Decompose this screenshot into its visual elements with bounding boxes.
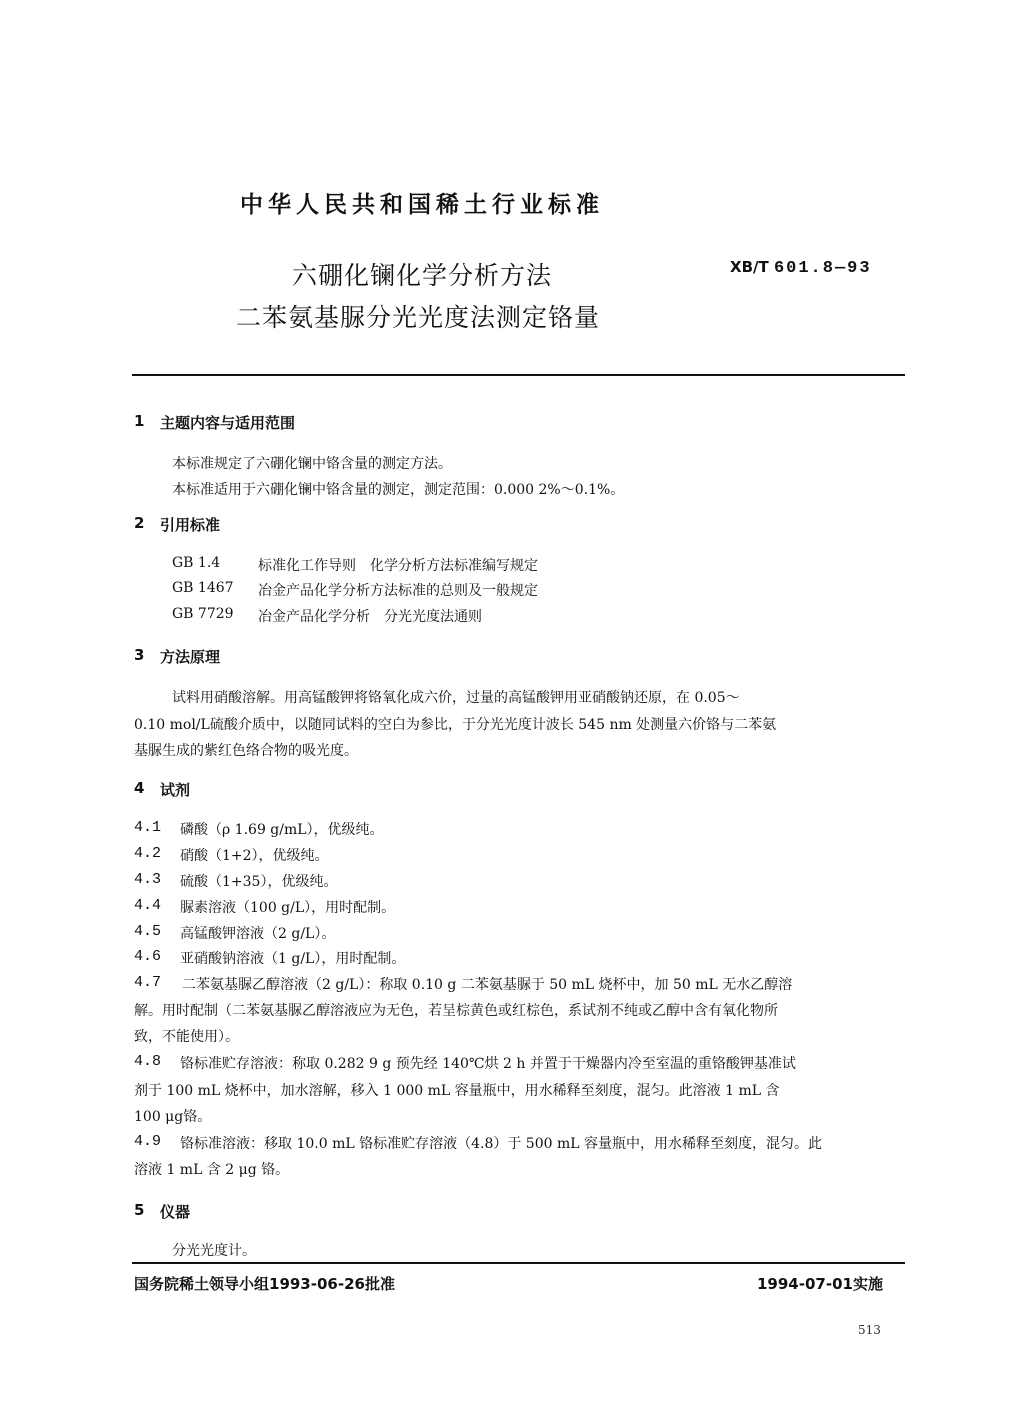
reagent-text: 溶液 1 mL 含 2 μg 铬。	[134, 1162, 290, 1178]
section-5-paragraph: 分光光度计。	[172, 1243, 256, 1259]
standard-code	[730, 258, 872, 278]
reagent-text: 剂于 100 mL 烧杯中，加水溶解，移入 1 000 mL 容量瓶中，用水稀释至刻度，混匀。此溶液 1 mL 含	[134, 1083, 780, 1099]
effective-date: 1994-07-01实施	[757, 1275, 883, 1293]
approval-statement: 国务院稀土领导小组1993-06-26批准	[134, 1275, 395, 1293]
reagent-number: 4.8	[134, 1053, 162, 1070]
reagent-number: 4.9	[134, 1133, 162, 1150]
reagent-number: 4.2	[134, 845, 162, 862]
document-title-line1: 六硼化镧化学分析方法	[292, 261, 553, 290]
reagent-number: 4.7	[134, 974, 162, 991]
bottom-rule	[132, 1262, 905, 1264]
reagent-number: 4.6	[134, 948, 162, 965]
section-4-title: 试剂	[160, 781, 191, 799]
reference-title: 冶金产品化学分析方法标准的总则及一般规定	[258, 583, 538, 599]
standard-code-number: 601.8—93	[773, 259, 872, 278]
reagent-text: 解。用时配制（二苯氨基脲乙醇溶液应为无色，若呈棕黄色或红棕色，系试剂不纯或乙醇中含有氧化物所	[134, 1003, 778, 1019]
reagent-number: 4.1	[134, 819, 162, 836]
section-5-number: 5	[134, 1201, 145, 1219]
reference-code: GB 7729	[172, 606, 234, 622]
document-title-line2: 二苯氨基脲分光光度法测定铬量	[236, 303, 601, 332]
reagent-text: 磷酸（ρ 1.69 g/mL），优级纯。	[180, 822, 384, 838]
reagent-text: 致，不能使用）。	[134, 1029, 239, 1045]
section-3-text-line: 试料用硝酸溶解。用高锰酸钾将铬氧化成六价，过量的高锰酸钾用亚硝酸钠还原，在 0.05～	[172, 690, 740, 706]
top-rule	[132, 374, 905, 376]
page-number: 513	[858, 1323, 881, 1337]
section-4-number: 4	[134, 779, 145, 797]
section-3-title: 方法原理	[160, 648, 221, 666]
reagent-text: 硝酸（1+2），优级纯。	[180, 848, 329, 864]
section-3-text-line: 0.10 mol/L硫酸介质中，以随同试料的空白为参比，于分光光度计波长 545 nm 处测量六价铬与二苯氨	[134, 717, 777, 733]
section-1-title: 主题内容与适用范围	[160, 414, 296, 432]
reference-title: 标准化工作导则 化学分析方法标准编写规定	[258, 558, 538, 574]
section-3-text-line: 基脲生成的紫红色络合物的吸光度。	[134, 743, 358, 759]
section-3-number: 3	[134, 646, 145, 664]
section-2-number: 2	[134, 514, 145, 532]
reagent-text: 亚硝酸钠溶液（1 g/L），用时配制。	[180, 951, 406, 967]
reference-code: GB 1467	[172, 580, 234, 596]
reagent-text: 二苯氨基脲乙醇溶液（2 g/L）：称取 0.10 g 二苯氨基脲于 50 mL 烧杯中，加 50 mL 无水乙醇溶	[182, 977, 793, 993]
section-2-title: 引用标准	[160, 516, 221, 534]
reference-code: GB 1.4	[172, 555, 221, 571]
standard-organization: 中华人民共和国稀土行业标准	[240, 192, 604, 218]
reagent-number: 4.4	[134, 897, 162, 914]
reagent-text: 100 μg铬。	[134, 1109, 212, 1125]
reagent-text: 铬标准溶液：移取 10.0 mL 铬标准贮存溶液（4.8）于 500 mL 容量瓶中，用水稀释至刻度，混匀。此	[180, 1136, 823, 1152]
section-1-number: 1	[134, 412, 145, 430]
reagent-number: 4.3	[134, 871, 162, 888]
reagent-number: 4.5	[134, 923, 162, 940]
reagent-text: 铬标准贮存溶液：称取 0.282 9 g 预先经 140℃烘 2 h 并置于干燥器内冷至室温的重铬酸钾基准试	[180, 1056, 796, 1072]
section-1-paragraph: 本标准适用于六硼化镧中铬含量的测定，测定范围：0.000 2%～0.1%。	[172, 482, 625, 498]
reagent-text: 脲素溶液（100 g/L），用时配制。	[180, 900, 396, 916]
reference-title: 冶金产品化学分析 分光光度法通则	[258, 609, 482, 625]
reagent-text: 硫酸（1+35），优级纯。	[180, 874, 338, 890]
standard-code-prefix: XB/T	[730, 258, 769, 276]
section-5-title: 仪器	[160, 1203, 191, 1221]
reagent-text: 高锰酸钾溶液（2 g/L）。	[180, 926, 336, 942]
section-1-paragraph: 本标准规定了六硼化镧中铬含量的测定方法。	[172, 456, 452, 472]
